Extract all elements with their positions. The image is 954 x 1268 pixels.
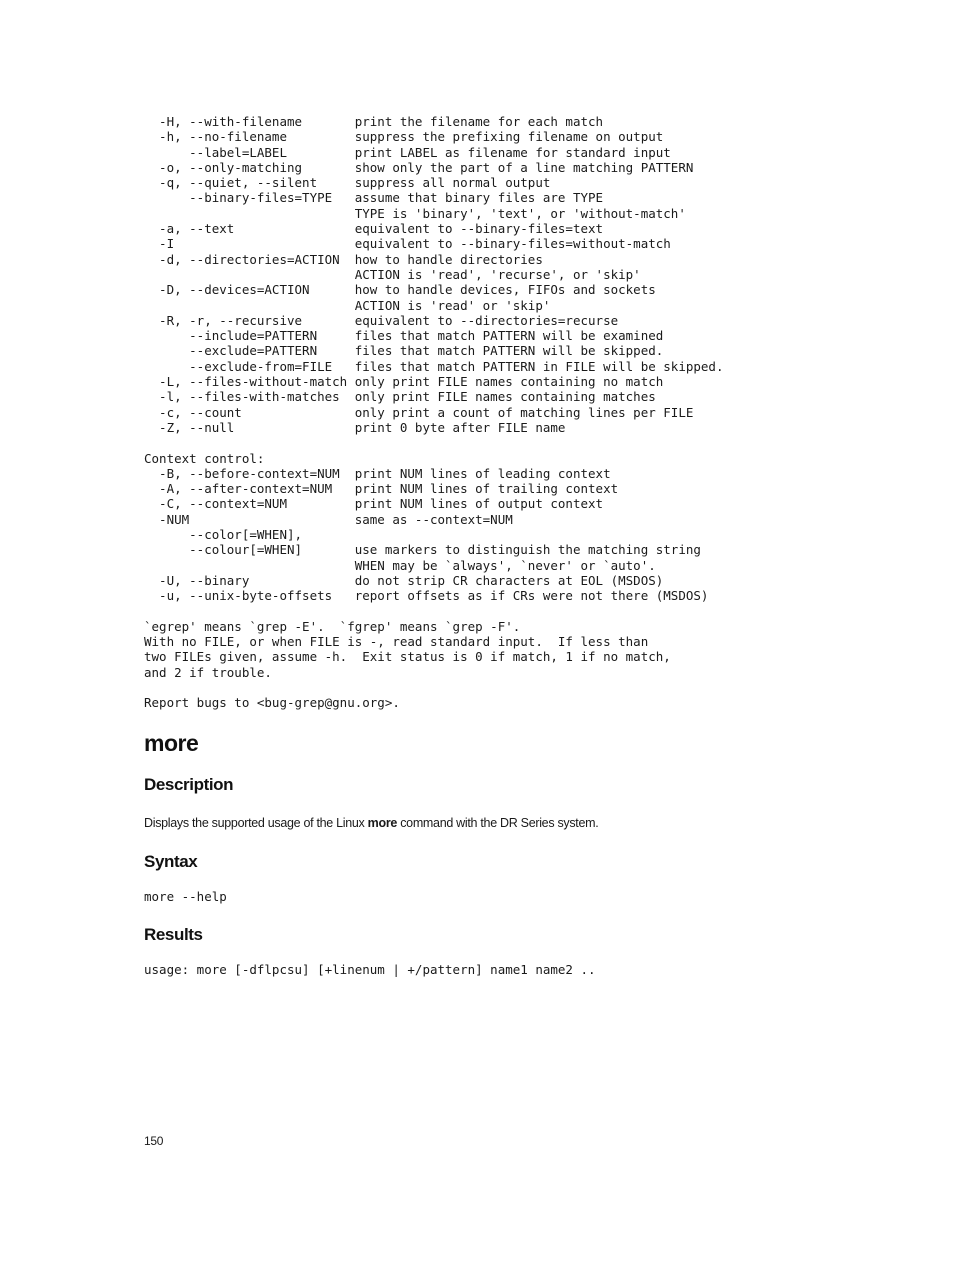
help-line: -c, --count only print a count of matching lines per FILE [144,404,694,420]
help-line: -h, --no-filename suppress the prefixing filename on output [144,129,664,145]
help-line: WHEN may be `always', `never' or `auto'. [144,557,656,573]
help-line: ACTION is 'read', 'recurse', or 'skip' [144,266,641,282]
help-line: --include=PATTERN files that match PATTERN will be examined [144,328,664,344]
description-text-before: Displays the supported usage of the Linux [144,816,368,830]
help-line: -u, --unix-byte-offsets report offsets as if CRs were not there (MSDOS) [144,588,709,604]
results-code: usage: more [-dflpcsu] [+linenum | +/pattern] name1 name2 .. [144,962,596,977]
description-text-after: command with the DR Series system. [397,816,599,830]
grep-help-output [144,114,723,711]
help-line: --exclude=PATTERN files that match PATTERN will be skipped. [144,343,664,359]
help-line: --colour[=WHEN] use markers to distinguish the matching string [144,542,701,558]
description-text [144,815,598,831]
syntax-code: more --help [144,889,227,904]
results-heading: Results [144,925,203,944]
help-line: With no FILE, or when FILE is -, read standard input. If less than [144,634,649,650]
help-line: two FILEs given, assume -h. Exit status is 0 if match, 1 if no match, [144,649,671,665]
help-line: -R, -r, --recursive equivalent to --directories=recurse [144,312,619,328]
help-line: --color[=WHEN], [144,527,303,543]
help-line: `egrep' means `grep -E'. `fgrep' means `grep -F'. [144,618,521,634]
help-line: -a, --text equivalent to --binary-files=text [144,221,604,237]
help-line: and 2 if trouble. [144,664,272,680]
help-line: -C, --context=NUM print NUM lines of output context [144,496,604,512]
help-line: -U, --binary do not strip CR characters at EOL (MSDOS) [144,572,664,588]
help-line: -I equivalent to --binary-files=without-match [144,236,671,252]
help-line: --binary-files=TYPE assume that binary files are TYPE [144,190,604,206]
description-command: more [367,816,398,830]
help-line: -l, --files-with-matches only print FILE names containing matches [144,389,656,405]
help-line: -d, --directories=ACTION how to handle directories [144,251,543,267]
help-line: -o, --only-matching show only the part of a line matching PATTERN [144,159,694,175]
help-line: Context control: [144,450,265,466]
help-line: -D, --devices=ACTION how to handle devices, FIFOs and sockets [144,282,656,298]
help-line: ACTION is 'read' or 'skip' [144,297,551,313]
page-number: 150 [144,1134,164,1148]
help-line: -A, --after-context=NUM print NUM lines of trailing context [144,481,619,497]
help-line: -NUM same as --context=NUM [144,511,513,527]
help-line: --label=LABEL print LABEL as filename for standard input [144,144,671,160]
help-line: TYPE is 'binary', 'text', or 'without-match' [144,205,686,221]
help-line: -Z, --null print 0 byte after FILE name [144,419,566,435]
help-line: -q, --quiet, --silent suppress all normal output [144,175,551,191]
help-line: --exclude-from=FILE files that match PATTERN in FILE will be skipped. [144,358,724,374]
syntax-heading: Syntax [144,852,198,871]
help-line: Report bugs to <bug-grep@gnu.org>. [144,695,400,711]
section-title: more [144,730,199,756]
help-line: -H, --with-filename print the filename for each match [144,114,604,129]
description-heading: Description [144,775,234,794]
help-line: -L, --files-without-match only print FILE names containing no match [144,374,664,390]
help-line: -B, --before-context=NUM print NUM lines of leading context [144,465,611,481]
